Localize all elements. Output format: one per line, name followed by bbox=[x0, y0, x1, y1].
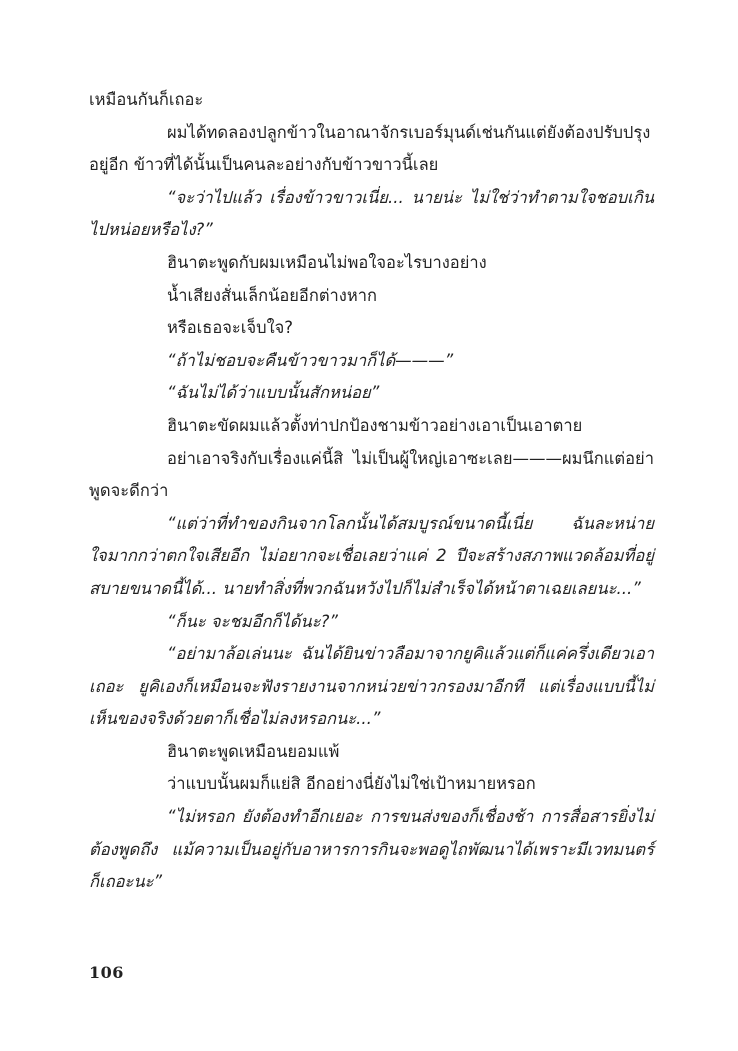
dialogue-paragraph: “ถ้าไม่ชอบจะคืนข้าวขาวมาก็ได้———” bbox=[167, 350, 454, 370]
dialogue-paragraph: “ก็นะ จะชมอีกก็ได้นะ?” bbox=[167, 611, 338, 631]
dialogue-paragraph: “ฉันไม่ได้ว่าแบบนั้นสักหน่อย” bbox=[167, 383, 380, 403]
paragraph: ฮินาตะพูดกับผมเหมือนไม่พอใจอะไรบางอย่าง bbox=[167, 252, 487, 272]
body-text bbox=[89, 84, 654, 899]
page-number: 106 bbox=[89, 963, 124, 982]
paragraph: หรือเธอจะเจ็บใจ? bbox=[167, 318, 294, 338]
paragraph: ฮินาตะขัดผมแล้วตั้งท่าปกป้องชามข้าวอย่างเอาเป็นเอาตาย bbox=[167, 415, 583, 435]
dialogue-paragraph: “ไม่หรอก ยังต้องทำอีกเยอะ การขนส่งของก็เชื่องช้า การสื่อสารยิ่งไม่ต้องพูดถึง แม้ความเป็นอยู่กับอาหารการกินจะพอดูไถพัฒนาได้เพราะมีเวทมนตร์ก็เถอะนะ” bbox=[89, 807, 654, 892]
paragraph: เหมือนกันก็เถอะ bbox=[89, 90, 204, 109]
paragraph: ผมได้ทดลองปลูกข้าวในอาณาจักรเบอร์มุนด์เช่นกันแต่ยังต้องปรับปรุงอยู่อีก ข้าวที่ได้นั้นเป็นคนละอย่างกับข้าวขาวนี้เลย bbox=[89, 122, 651, 175]
dialogue-paragraph: “แต่ว่าที่ทำของกินจากโลกนั้นได้สมบูรณ์ขนาดนี้เนี่ย ฉันละหน่ายใจมากกว่าตกใจเสียอีก ไม่อยากจะเชื่อเลยว่าแค่ 2 ปีจะสร้างสภาพแวดล้อมที่อยู่สบายขนาดนี้ได้... นายทำสิ่งที่พวกฉันหวังไปก็ไม่สำเร็จได้หน้าตาเฉยเลยนะ...” bbox=[89, 513, 654, 598]
dialogue-paragraph: “จะว่าไปแล้ว เรื่องข้าวขาวเนี่ย... นายน่ะ ไม่ใช่ว่าทำตามใจชอบเกินไปหน่อยหรือไง?” bbox=[89, 187, 654, 240]
paragraph: ว่าแบบนั้นผมก็แย่สิ อีกอย่างนี่ยังไม่ใช่เป้าหมายหรอก bbox=[167, 774, 536, 794]
paragraph: น้ำเสียงสั่นเล็กน้อยอีกต่างหาก bbox=[167, 285, 377, 305]
paragraph: อย่าเอาจริงกับเรื่องแค่นี้สิ ไม่เป็นผู้ใหญ่เอาซะเลย———ผมนึกแต่อย่าพูดจะดีกว่า bbox=[89, 448, 654, 501]
dialogue-paragraph: “อย่ามาล้อเล่นนะ ฉันได้ยินข่าวลือมาจากยูคิแล้วแต่ก็แค่ครึ่งเดียวเอาเถอะ ยูคิเองก็เหมือนจะฟังรายงานจากหน่วยข่าวกรองมาอีกที แต่เรื่องแบบนี้ไม่เห็นของจริงด้วยตาก็เชื่อไม่ลงหรอกนะ...” bbox=[89, 644, 654, 729]
paragraph: ฮินาตะพูดเหมือนยอมแพ้ bbox=[167, 741, 340, 761]
